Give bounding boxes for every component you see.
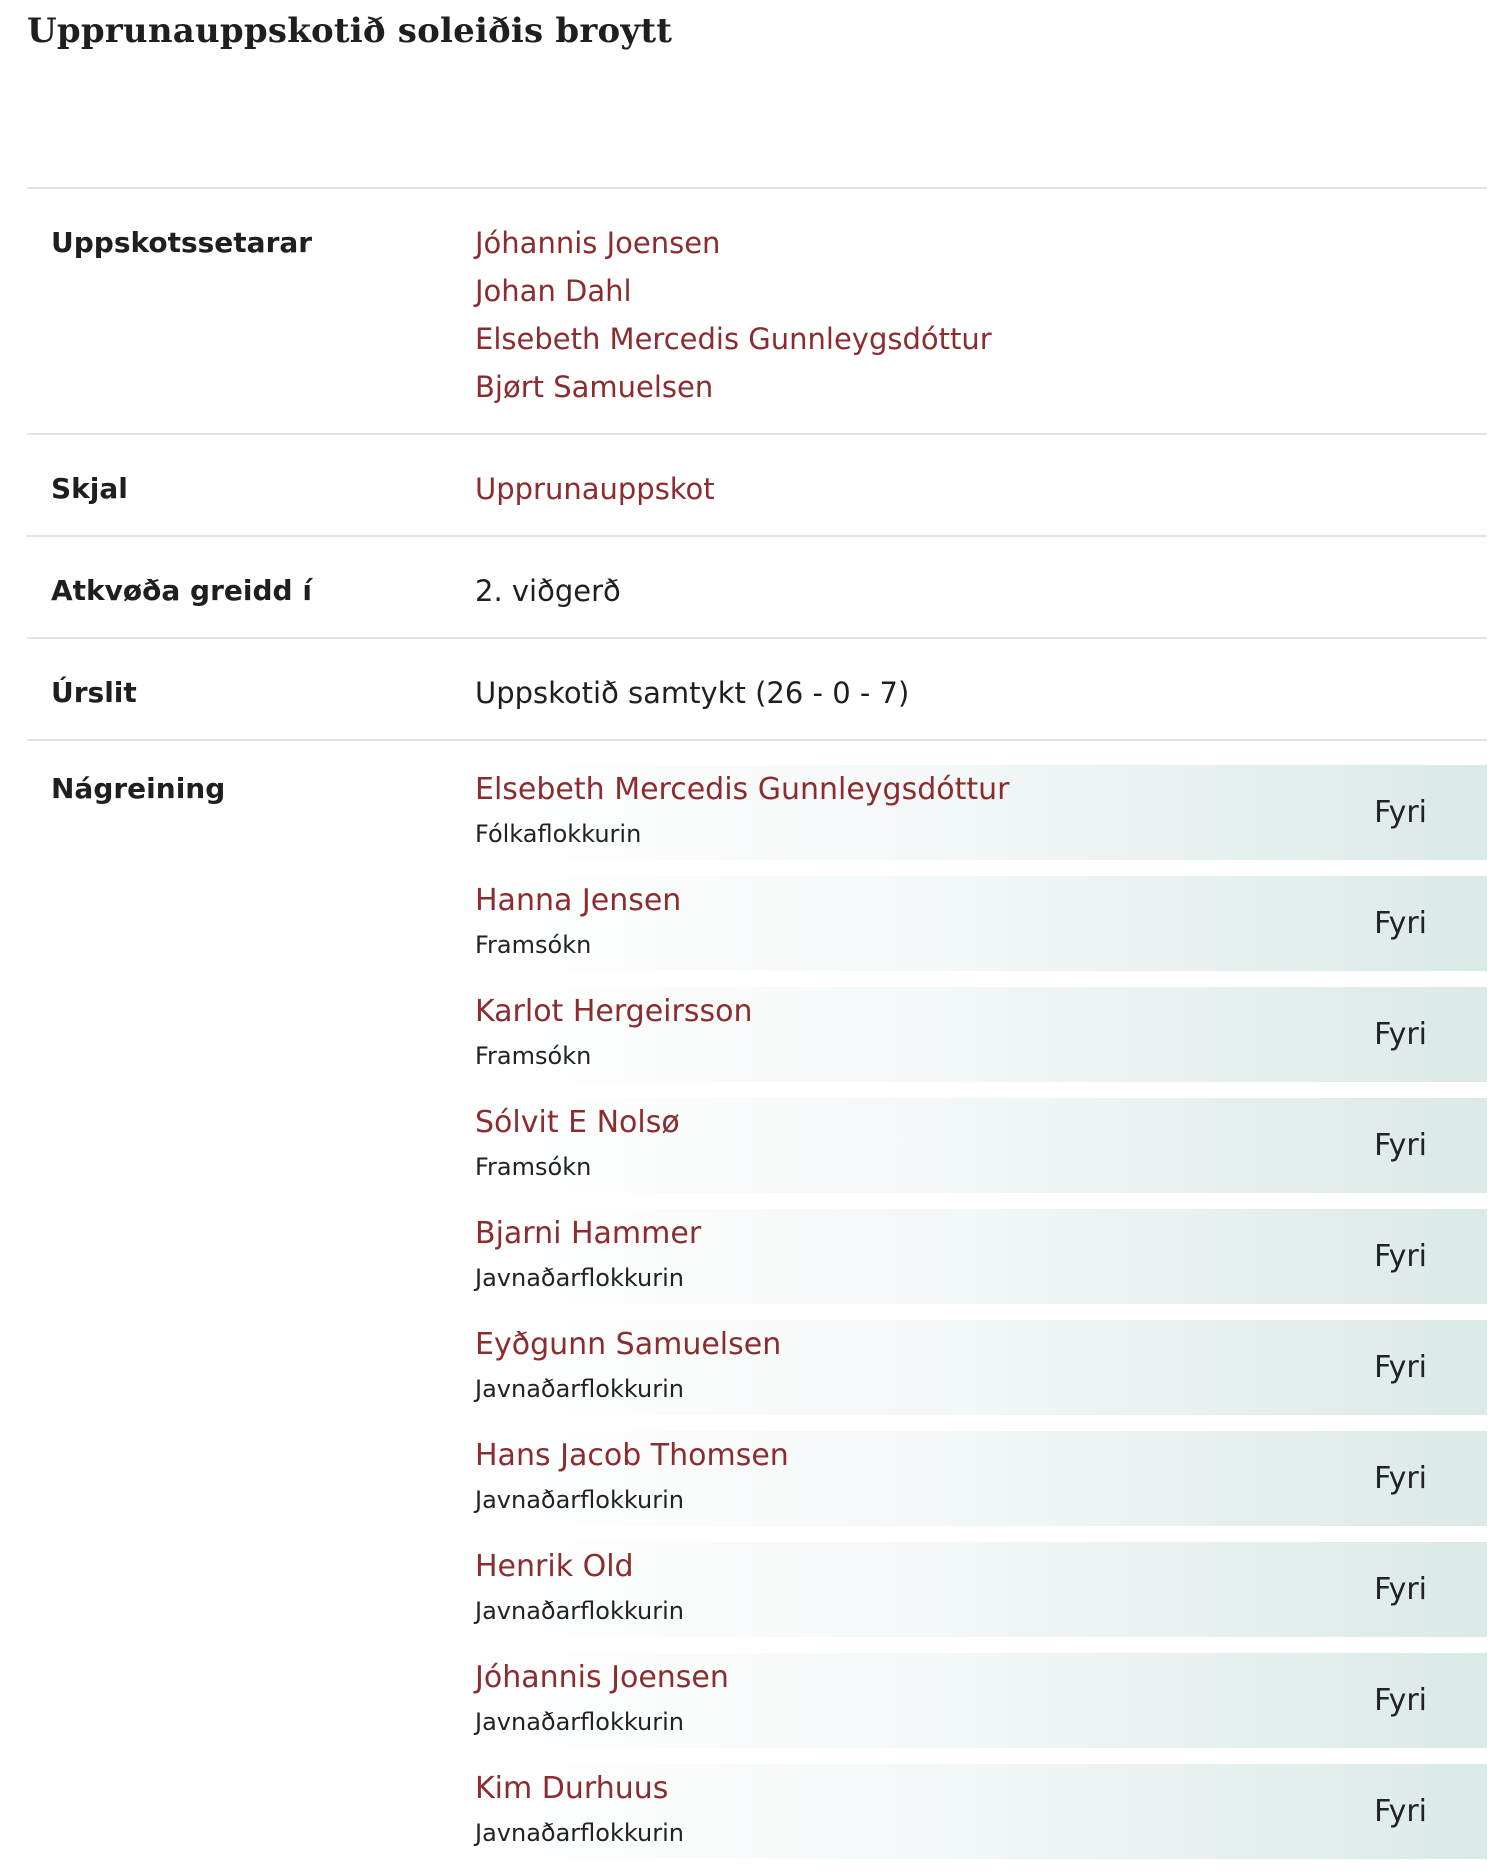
vote-result: Fyri [1374,1683,1427,1718]
vote-result: Fyri [1374,1461,1427,1496]
result-row [27,637,1487,739]
document-link[interactable]: Upprunauppskot [475,472,715,506]
vote-result: Fyri [1374,1350,1427,1385]
voter-party: Javnaðarflokkurin [475,1708,684,1736]
breakdown-row [27,739,1487,1875]
vote-item [475,1209,1487,1304]
vote-result: Fyri [1374,1239,1427,1274]
proposers-row [27,187,1487,433]
vote-item [475,1653,1487,1748]
vote-result: Fyri [1374,1128,1427,1163]
voter-party: Javnaðarflokkurin [475,1597,684,1625]
voter-party: Javnaðarflokkurin [475,1486,684,1514]
proposer-link[interactable]: Jóhannis Joensen [475,226,721,260]
voter-name-link[interactable]: Eyðgunn Samuelsen [475,1327,782,1362]
proposers-list [475,219,1487,411]
vote-item [475,876,1487,971]
voter-name-link[interactable]: Henrik Old [475,1549,634,1584]
document-row [27,433,1487,535]
vote-result: Fyri [1374,906,1427,941]
result-value: Uppskotið samtykt (26 - 0 - 7) [475,676,910,710]
vote-list [475,765,1487,1875]
vote-result: Fyri [1374,795,1427,830]
vote-result: Fyri [1374,1572,1427,1607]
proposer-link[interactable]: Bjørt Samuelsen [475,370,714,404]
voter-party: Javnaðarflokkurin [475,1264,684,1292]
vote-item [475,987,1487,1082]
vote-item [475,1320,1487,1415]
voter-name-link[interactable]: Bjarni Hammer [475,1216,702,1251]
voted-in-value: 2. viðgerð [475,574,621,608]
voter-name-link[interactable]: Karlot Hergeirsson [475,994,753,1029]
voter-party: Javnaðarflokkurin [475,1375,684,1403]
vote-result: Fyri [1374,1017,1427,1052]
voter-party: Fólkaflokkurin [475,820,642,848]
page-title: Upprunauppskotið soleiðis broytt [27,11,673,51]
voter-name-link[interactable]: Kim Durhuus [475,1771,669,1806]
breakdown-label: Nágreining [51,772,226,805]
vote-item [475,1764,1487,1859]
result-label: Úrslit [51,676,137,709]
voter-party: Framsókn [475,1153,592,1181]
proposer-link[interactable]: Elsebeth Mercedis Gunnleygsdóttur [475,322,992,356]
proposers-label: Uppskotssetarar [51,226,313,259]
voter-name-link[interactable]: Hans Jacob Thomsen [475,1438,789,1473]
vote-item [475,1431,1487,1526]
details-table [27,187,1487,1875]
vote-result: Fyri [1374,1794,1427,1829]
vote-item [475,1098,1487,1193]
voter-name-link[interactable]: Sólvit E Nolsø [475,1105,680,1140]
vote-item [475,1542,1487,1637]
vote-item [475,765,1487,860]
voted-in-row [27,535,1487,637]
document-label: Skjal [51,472,128,505]
voter-party: Framsókn [475,931,592,959]
voter-name-link[interactable]: Elsebeth Mercedis Gunnleygsdóttur [475,772,1010,807]
voter-name-link[interactable]: Hanna Jensen [475,883,682,918]
proposer-link[interactable]: Johan Dahl [475,274,632,308]
voter-party: Javnaðarflokkurin [475,1819,684,1847]
voter-party: Framsókn [475,1042,592,1070]
voted-in-label: Atkvøða greidd í [51,574,312,607]
voter-name-link[interactable]: Jóhannis Joensen [475,1660,729,1695]
